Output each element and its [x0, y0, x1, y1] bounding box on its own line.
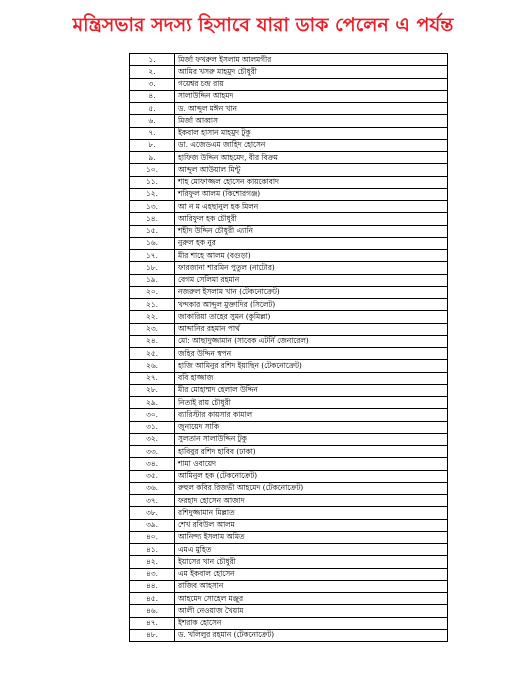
member-name: ব্যারিস্টার কায়সার কামাল — [175, 409, 448, 421]
member-name: আলী নেওয়াজ খৈয়াম — [175, 605, 448, 617]
table-row — [130, 568, 448, 580]
table-row — [130, 188, 448, 200]
member-name: ববি হাজ্জাজ — [175, 372, 448, 384]
member-serial-number: ২. — [130, 66, 175, 78]
member-serial-number: ২৫. — [130, 348, 175, 360]
table-row — [130, 176, 448, 188]
member-serial-number: ৩৯. — [130, 519, 175, 531]
member-name: শরিফুল আলম (কিশোরগঞ্জ) — [175, 188, 448, 200]
member-name: রাজিব আহসান — [175, 580, 448, 592]
member-name: ইশরাক হোসেন — [175, 617, 448, 629]
member-name: জুনায়েদ সাকি — [175, 421, 448, 433]
member-name: জাকারিয়া তাহের সুমন (কুমিল্লা) — [175, 311, 448, 323]
table-row — [130, 397, 448, 409]
table-row — [130, 458, 448, 470]
members-table-body — [130, 54, 448, 642]
member-serial-number: ৪১. — [130, 544, 175, 556]
member-serial-number: ১১. — [130, 176, 175, 188]
member-serial-number: ৩৭. — [130, 495, 175, 507]
member-serial-number: ২৪. — [130, 335, 175, 347]
member-serial-number: ৬. — [130, 115, 175, 127]
member-serial-number: ৪৭. — [130, 617, 175, 629]
table-row — [130, 519, 448, 531]
member-serial-number: ৮. — [130, 139, 175, 151]
table-row — [130, 372, 448, 384]
table-row — [130, 629, 448, 641]
table-row — [130, 201, 448, 213]
table-row — [130, 115, 448, 127]
member-name: আনিন্দ্য ইসলাম অমিত — [175, 531, 448, 543]
table-row — [130, 54, 448, 66]
member-serial-number: ৭. — [130, 127, 175, 139]
member-serial-number: ৯. — [130, 152, 175, 164]
table-row — [130, 213, 448, 225]
table-row — [130, 580, 448, 592]
member-name: আমিনুল হক (টেকনোক্রেট) — [175, 470, 448, 482]
member-serial-number: ৩২. — [130, 433, 175, 445]
table-row — [130, 90, 448, 102]
member-name: বেগম সেলিমা রহমান — [175, 274, 448, 286]
table-row — [130, 335, 448, 347]
member-name: হাজি আমিনুর রশিদ ইয়াছিন (টেকনোক্রেট) — [175, 360, 448, 372]
member-name: খন্দকার আব্দুল মুক্তাদির (সিলেট) — [175, 299, 448, 311]
member-name: আহমেদ সোহেল মঞ্জুর — [175, 593, 448, 605]
member-name: আব্দানির রহমান পার্থ — [175, 323, 448, 335]
table-row — [130, 433, 448, 445]
member-serial-number: ৩. — [130, 78, 175, 90]
table-row — [130, 507, 448, 519]
member-serial-number: ২৩. — [130, 323, 175, 335]
member-name: আমির খসরু মাহমুদ চৌধুরী — [175, 66, 448, 78]
member-serial-number: ৩৪. — [130, 458, 175, 470]
table-row — [130, 262, 448, 274]
members-table — [129, 53, 448, 642]
table-row — [130, 164, 448, 176]
member-name: ডা. এজেডএম জাহিদ হোসেন — [175, 139, 448, 151]
member-serial-number: ৪৬. — [130, 605, 175, 617]
member-name: শেখ রবিউল আলম — [175, 519, 448, 531]
member-serial-number: ৩৩. — [130, 446, 175, 458]
member-serial-number: ১২. — [130, 188, 175, 200]
member-name: ফারজানা শারমিন পুতুল (নাটোর) — [175, 262, 448, 274]
member-serial-number: ৪৪. — [130, 580, 175, 592]
member-name: শামা ওবায়েদ — [175, 458, 448, 470]
table-row — [130, 384, 448, 396]
table-row — [130, 617, 448, 629]
member-name: মীর মোহাম্মদ হেলাল উদ্দিন — [175, 384, 448, 396]
table-row — [130, 605, 448, 617]
table-row — [130, 470, 448, 482]
member-serial-number: ৩৫. — [130, 470, 175, 482]
member-name: আরিফুল হক চৌধুরী — [175, 213, 448, 225]
member-serial-number: ১. — [130, 54, 175, 66]
member-serial-number: ৩১. — [130, 421, 175, 433]
table-row — [130, 360, 448, 372]
member-serial-number: ২৬. — [130, 360, 175, 372]
member-serial-number: ১০. — [130, 164, 175, 176]
table-row — [130, 446, 448, 458]
member-serial-number: ৫. — [130, 103, 175, 115]
table-row — [130, 286, 448, 298]
table-row — [130, 250, 448, 262]
member-name: শাহ মোফাজ্জল হোসেন কায়কোবাদ — [175, 176, 448, 188]
member-name: মির্জা আব্বাস — [175, 115, 448, 127]
table-row — [130, 593, 448, 605]
member-serial-number: ২২. — [130, 311, 175, 323]
table-row — [130, 78, 448, 90]
member-name: শহীদ উদ্দিন চৌধুরী এ্যানি — [175, 225, 448, 237]
member-name: ইকবাল হাসান মাহমুদ টুকু — [175, 127, 448, 139]
member-serial-number: ২৮. — [130, 384, 175, 396]
member-serial-number: ৪. — [130, 90, 175, 102]
member-serial-number: ১৮. — [130, 262, 175, 274]
member-name: সুলতান সালাউদ্দিন টুকু — [175, 433, 448, 445]
member-name: আব্দুল আউয়াল মিন্টু — [175, 164, 448, 176]
member-serial-number: ১৬. — [130, 237, 175, 249]
member-serial-number: ৩০. — [130, 409, 175, 421]
table-row — [130, 323, 448, 335]
table-row — [130, 544, 448, 556]
member-serial-number: ১৩. — [130, 201, 175, 213]
page-title: মন্ত্রিসভার সদস্য হিসাবে যারা ডাক পেলেন এ পর্যন্ত — [72, 14, 454, 36]
table-row — [130, 482, 448, 494]
member-name: নজরুল ইসলাম খান (টেকনোক্রেট) — [175, 286, 448, 298]
member-name: সালাউদ্দিন আহমদ — [175, 90, 448, 102]
member-name: মো: আছাদুজ্জামান (সাবেক এটর্নি জেনারেল) — [175, 335, 448, 347]
member-name: গয়েশ্বর চন্দ্র রায় — [175, 78, 448, 90]
member-serial-number: ৪৫. — [130, 593, 175, 605]
member-name: আ ন ম এহছানুল হক মিলন — [175, 201, 448, 213]
members-table-container — [129, 53, 433, 642]
member-serial-number: ৪৩. — [130, 568, 175, 580]
member-name: নিতাই রায় চৌধুরী — [175, 397, 448, 409]
table-row — [130, 103, 448, 115]
table-row — [130, 66, 448, 78]
table-row — [130, 531, 448, 543]
table-row — [130, 225, 448, 237]
member-serial-number: ৪৮. — [130, 629, 175, 641]
table-row — [130, 274, 448, 286]
member-serial-number: ২৯. — [130, 397, 175, 409]
member-serial-number: ৪২. — [130, 556, 175, 568]
table-row — [130, 139, 448, 151]
member-serial-number: ৩৬. — [130, 482, 175, 494]
member-name: মির্জা ফখরুল ইসলাম আলমগীর — [175, 54, 448, 66]
member-serial-number: ১৫. — [130, 225, 175, 237]
table-row — [130, 127, 448, 139]
member-name: ড. খলিলুর রহমান (টেকনোক্রেট) — [175, 629, 448, 641]
member-name: নুরুল হক নুর — [175, 237, 448, 249]
member-name: ফরহাদ হোসেন আজাদ — [175, 495, 448, 507]
member-serial-number: ১৯. — [130, 274, 175, 286]
member-name: এমএ মুহিত — [175, 544, 448, 556]
table-row — [130, 556, 448, 568]
table-row — [130, 409, 448, 421]
member-name: হাফিজ উদ্দিন আহমেদ, বীর বিক্রম — [175, 152, 448, 164]
member-serial-number: ২৭. — [130, 372, 175, 384]
member-name: ইয়াসের খান চৌধুরী — [175, 556, 448, 568]
table-row — [130, 237, 448, 249]
member-serial-number: ১৭. — [130, 250, 175, 262]
member-name: এম ইকবাল হোসেন — [175, 568, 448, 580]
table-row — [130, 495, 448, 507]
member-serial-number: ২১. — [130, 299, 175, 311]
member-name: জহির উদ্দিন স্বপন — [175, 348, 448, 360]
member-name: রুহুল কবির রিজভী আহমেদ (টেকনোক্রেট) — [175, 482, 448, 494]
member-serial-number: ৪০. — [130, 531, 175, 543]
member-name: ড. আব্দুল মঈন খান — [175, 103, 448, 115]
table-row — [130, 421, 448, 433]
member-serial-number: ৩৮. — [130, 507, 175, 519]
member-serial-number: ১৪. — [130, 213, 175, 225]
table-row — [130, 152, 448, 164]
member-name: রশিদুজ্জামান মিল্লাত — [175, 507, 448, 519]
member-name: মীর শাহে আলম (বগুড়া) — [175, 250, 448, 262]
table-row — [130, 348, 448, 360]
table-row — [130, 299, 448, 311]
member-serial-number: ২০. — [130, 286, 175, 298]
table-row — [130, 311, 448, 323]
member-name: হাবিবুর রশিদ হাবিব (ঢাকা) — [175, 446, 448, 458]
